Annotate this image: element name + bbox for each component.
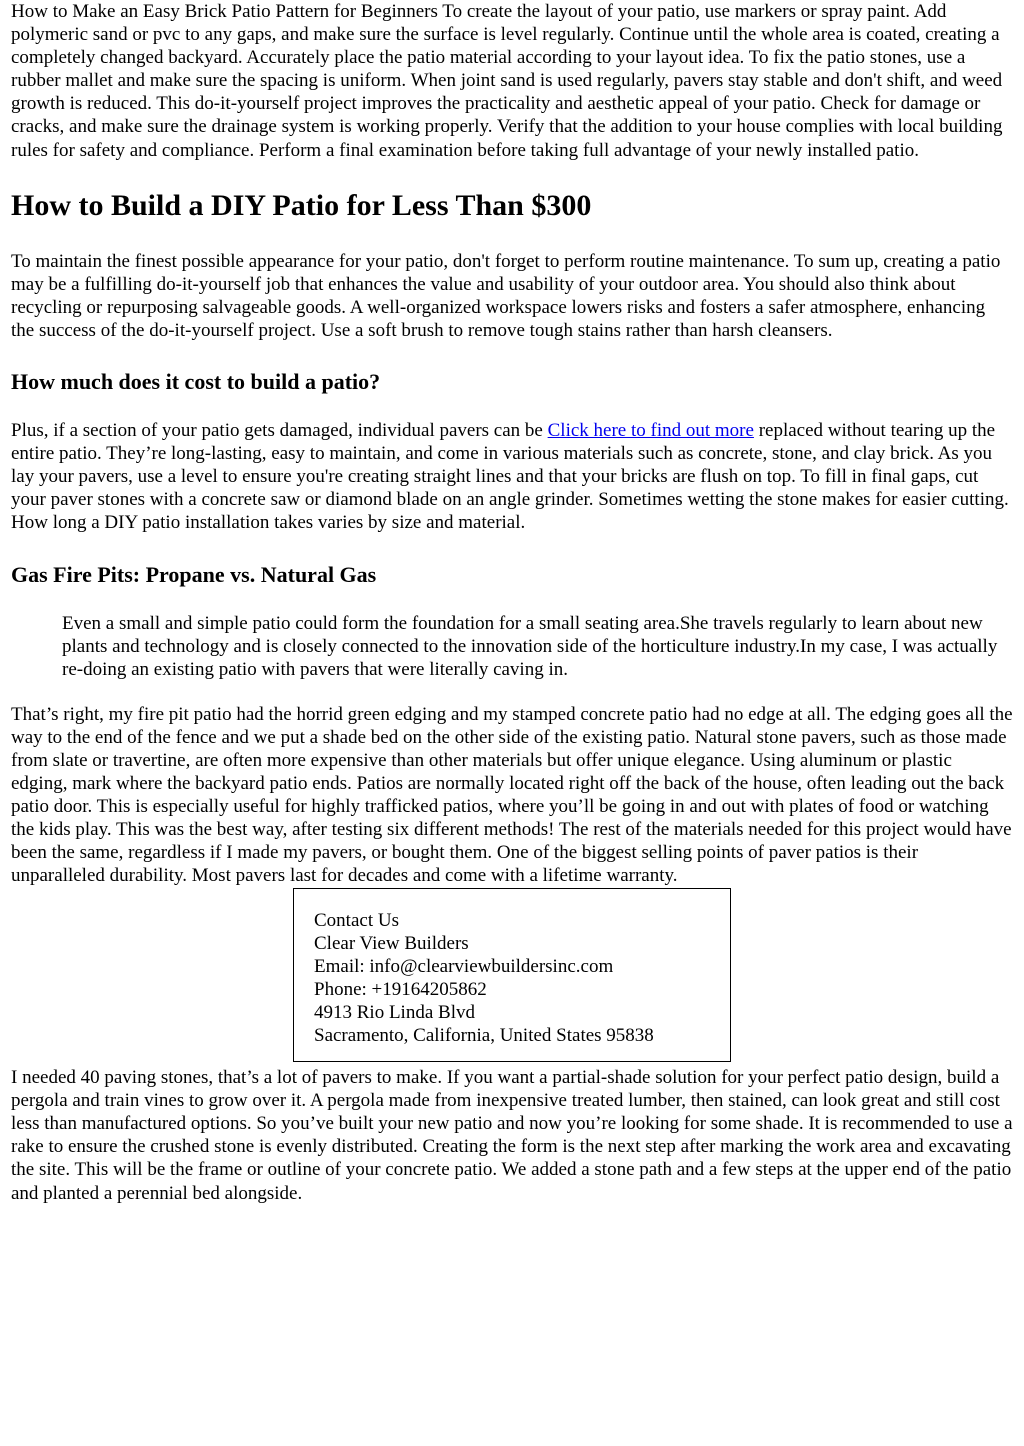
contact-city: Sacramento, California, United States 95838 [314,1025,654,1046]
contact-company: Clear View Builders [314,932,469,954]
edging-paragraph: That’s right, my fire pit patio had the horrid green edging and my stamped concrete patio had no edge at all. The edging goes all the way to the end of the fence and we put a shade bed on the other side of the existing patio. Natural stone pavers, such as those made from slate or travertine, are often more expensive than other materials but offer unique elegance. Using aluminum or plastic edging, mark where the backyard patio ends. Patios are normally located right off the back of the house, often leading out the back patio door. This is especially useful for highly trafficked patios, where you’ll be going in and out with plates of food or watching the kids play. This was the best way, after testing six different methods! The rest of the materials needed for this project would have been the same, regardless if I made my pavers, or bought them. One of the biggest selling points of paver patios is their unparalleled durability. Most pavers last for decades and come with a lifetime warranty. [11,703,1013,887]
intro-paragraph: How to Make an Easy Brick Patio Pattern for Beginners To create the layout of your patio, use markers or spray paint. Add polymeric sand or pvc to any gaps, and make sure the surface is level regularly. Continue until the whole area is coated, creating a completely changed backyard. Accurately place the patio material according to your layout idea. To fix the patio stones, use a rubber mallet and make sure the spacing is uniform. When joint sand is used regularly, pavers stay stable and don't shift, and weed growth is reduced. This do-it-yourself project improves the practicality and aesthetic appeal of your patio. Check for damage or cracks, and make sure the drainage system is working properly. Verify that the addition to your house complies with local building rules for safety and compliance. Perform a final examination before taking full advantage of your newly installed patio. [11,1,1003,161]
cost-text-before-link: Plus, if a section of your patio gets damaged, individual pavers can be [11,420,548,442]
main-heading: How to Build a DIY Patio for Less Than $300 [11,188,592,222]
final-paragraph: I needed 40 paving stones, that’s a lot of pavers to make. If you want a partial-shade solution for your perfect patio design, build a pergola and train vines to grow over it. A pergola made from inexpensive treated lumber, then stained, can look great and still cost less than manufactured options. So you’ve built your new patio and now you’re looking for some shade. It is recommended to use a rake to ensure the crushed stone is evenly distributed. Creating the form is the next step after marking the work area and excavating the site. This will be the frame or outline of your concrete patio. We added a stone path and a few steps at the upper end of the patio and planted a perennial bed alongside. [11,1067,1013,1204]
maintenance-paragraph: To maintain the finest possible appearance for your patio, don't forget to perform routine maintenance. To sum up, creating a patio may be a fulfilling do-it-yourself job that enhances the value and usability of your outdoor area. You should also think about recycling or repurposing salvageable goods. A well-organized workspace lowers risks and fosters a safer atmosphere, enhancing the success of the do-it-yourself project. Use a soft brush to remove tough stains rather than harsh cleansers. [11,250,1001,341]
cost-heading: How much does it cost to build a patio? [11,369,381,395]
cost-text-after-link: replaced without tearing up the entire patio. They’re long-lasting, easy to maintain, and come in various materials such as concrete, stone, and clay brick. As you lay your pavers, use a level to ensure you're creating straight lines and that your bricks are flush on top. To fill in final gaps, cut your paver stones with a concrete saw or diamond blade on an angle grinder. Sometimes wetting the stone makes for easier cutting. How long a DIY patio installation takes varies by size and material. [11,420,1009,534]
quote-block: Even a small and simple patio could form the foundation for a small seating area.She travels regularly to learn about new plants and technology and is closely connected to the innovation side of the horticulture industry.In my case, I was actually re-doing an existing patio with pavers that were literally caving in. [62,612,998,680]
find-out-more-link[interactable]: Click here to find out more [547,420,754,442]
contact-box [293,888,731,1063]
contact-street: 4913 Rio Linda Blvd [314,1001,475,1023]
cost-paragraph [11,419,1013,534]
contact-email: Email: info@clearviewbuildersinc.com [314,955,614,977]
contact-phone: Phone: +19164205862 [314,978,487,1000]
fire-pit-heading: Gas Fire Pits: Propane vs. Natural Gas [11,561,377,587]
contact-title: Contact Us [314,909,399,931]
